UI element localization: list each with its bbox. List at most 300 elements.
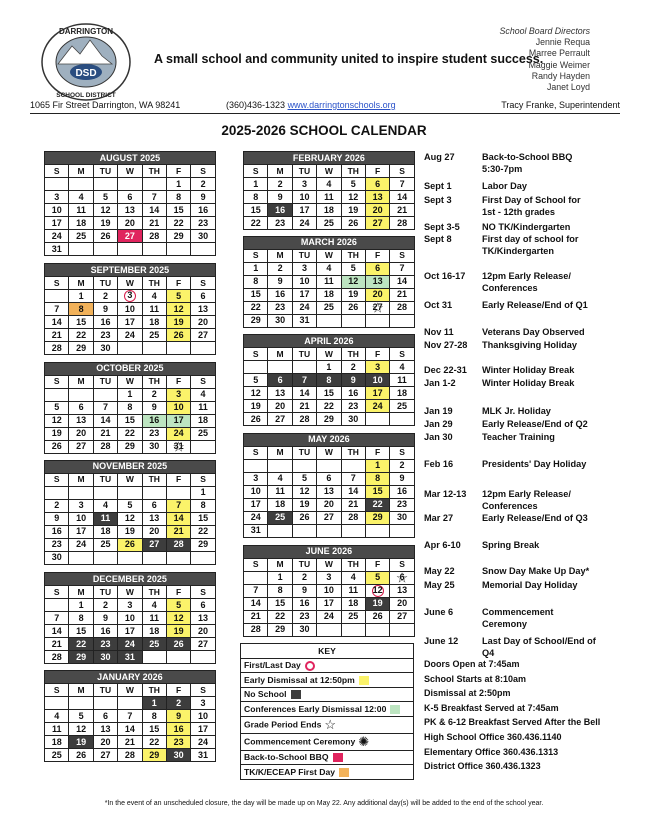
- day-cell: 20: [317, 498, 341, 511]
- day-cell: 25: [45, 749, 69, 762]
- day-cell: 19: [365, 597, 389, 610]
- day-cell: 14: [166, 512, 190, 525]
- day-cell: 20: [93, 736, 117, 749]
- day-cell: 24: [292, 301, 316, 314]
- day-cell: [341, 459, 365, 472]
- day-header: W: [118, 165, 142, 178]
- key-item: [241, 702, 414, 717]
- day-cell: [118, 178, 142, 191]
- day-cell: [390, 524, 414, 537]
- event-text-line: TK/Kindergarten: [482, 245, 554, 256]
- day-header: W: [118, 473, 142, 486]
- event-date: Aug 27: [424, 152, 455, 162]
- day-cell: 24: [118, 329, 142, 342]
- day-cell: 22: [69, 329, 93, 342]
- day-cell: 28: [45, 651, 69, 664]
- day-header: TU: [292, 558, 316, 571]
- day-cell: 29: [142, 749, 166, 762]
- day-cell: 14: [45, 316, 69, 329]
- day-cell: 5: [341, 262, 365, 275]
- day-cell: 3: [317, 571, 341, 584]
- event-text-line: Labor Day: [482, 181, 527, 191]
- day-cell: [93, 243, 117, 256]
- event-date: Mar 27: [424, 513, 454, 523]
- day-header: W: [317, 348, 341, 361]
- day-cell: 23: [268, 217, 292, 230]
- month-calendar: [243, 334, 415, 426]
- month-calendar: [243, 545, 415, 637]
- day-cell: 12: [69, 723, 93, 736]
- day-cell: 2: [191, 178, 215, 191]
- key-label: TK/K/ECEAP First Day: [244, 766, 336, 777]
- event-date: May 25: [424, 580, 455, 590]
- day-cell: 13: [317, 485, 341, 498]
- day-cell: 25: [93, 538, 117, 551]
- month-header: FEBRUARY 2026: [244, 152, 415, 165]
- key-item: [241, 750, 414, 765]
- day-cell: 2: [341, 361, 365, 374]
- event-text-line: Conferences: [482, 282, 538, 293]
- day-cell: 9: [45, 512, 69, 525]
- day-cell: 29: [244, 314, 268, 327]
- day-cell: 11: [93, 512, 117, 525]
- event-date: Jan 19: [424, 406, 453, 416]
- day-header: TH: [341, 558, 365, 571]
- info-line: High School Office 360.436.1140: [424, 731, 562, 742]
- day-cell: 22: [317, 400, 341, 413]
- day-cell: 9: [166, 710, 190, 723]
- day-cell: 5: [93, 191, 117, 204]
- day-cell: 16: [45, 525, 69, 538]
- day-cell: 11: [142, 303, 166, 316]
- day-cell: 8: [317, 374, 341, 387]
- event-text-line: Winter Holiday Break: [482, 365, 575, 375]
- day-header: TU: [292, 165, 316, 178]
- day-cell: 22: [166, 217, 190, 230]
- phone-number: (360)436-1323: [226, 100, 286, 110]
- day-cell: [317, 524, 341, 537]
- day-cell: 18: [142, 625, 166, 638]
- day-cell: 14: [292, 387, 316, 400]
- day-cell: 25: [69, 230, 93, 243]
- day-cell: [292, 361, 316, 374]
- day-cell: [390, 623, 414, 636]
- day-cell: 21: [292, 400, 316, 413]
- day-cell: 31: [118, 651, 142, 664]
- day-cell: 21: [93, 427, 117, 440]
- day-cell: 29: [317, 413, 341, 426]
- day-header: F: [166, 473, 190, 486]
- day-cell: [341, 314, 365, 327]
- day-cell: 12: [166, 303, 190, 316]
- day-cell: 15: [244, 288, 268, 301]
- day-cell: 5: [244, 374, 268, 387]
- day-cell: 13: [69, 414, 93, 427]
- event-date: June 12: [424, 636, 459, 646]
- day-cell: 12: [118, 512, 142, 525]
- day-cell: 10: [118, 303, 142, 316]
- day-cell: 11: [69, 204, 93, 217]
- day-cell: [142, 243, 166, 256]
- key-item: [241, 658, 414, 673]
- day-header: TU: [93, 375, 117, 388]
- website-link[interactable]: www.darringtonschools.org: [287, 100, 396, 110]
- day-cell: 3: [191, 697, 215, 710]
- key-item: [241, 765, 414, 780]
- day-cell: 1: [118, 388, 142, 401]
- day-cell: 15: [317, 387, 341, 400]
- day-cell: 4: [69, 191, 93, 204]
- day-cell: 9: [268, 275, 292, 288]
- month-calendar: [243, 151, 415, 230]
- day-cell: 17: [317, 597, 341, 610]
- day-cell: 20: [118, 217, 142, 230]
- day-cell: [292, 524, 316, 537]
- event-description: [482, 181, 642, 193]
- event-description: [482, 489, 642, 512]
- day-cell: 10: [244, 485, 268, 498]
- address-bar: [30, 100, 620, 114]
- month-calendar: [44, 362, 216, 454]
- day-cell: 18: [69, 217, 93, 230]
- key-label: Commencement Ceremony: [244, 735, 356, 746]
- day-cell: [69, 388, 93, 401]
- day-cell: 6 ☆: [390, 571, 414, 584]
- day-cell: 21: [118, 736, 142, 749]
- day-cell: [166, 486, 190, 499]
- day-cell: 8: [191, 499, 215, 512]
- day-cell: 29: [365, 511, 389, 524]
- day-cell: [244, 361, 268, 374]
- day-cell: 11: [390, 374, 414, 387]
- month-header: OCTOBER 2025: [45, 362, 216, 375]
- day-cell: 17: [118, 625, 142, 638]
- month-header: JANUARY 2026: [45, 671, 216, 684]
- day-cell: 31: [292, 314, 316, 327]
- event-description: [482, 234, 642, 257]
- day-cell: 3: [166, 388, 190, 401]
- day-cell: 25: [268, 511, 292, 524]
- day-header: TH: [142, 165, 166, 178]
- dark-swatch-icon: [291, 690, 301, 699]
- day-header: S: [191, 375, 215, 388]
- day-header: M: [69, 473, 93, 486]
- day-cell: 30: [93, 342, 117, 355]
- day-cell: 14: [390, 275, 414, 288]
- day-header: W: [118, 684, 142, 697]
- day-cell: [191, 551, 215, 564]
- day-cell: [166, 243, 190, 256]
- day-cell: 27: [191, 638, 215, 651]
- event-description: [482, 580, 642, 592]
- day-cell: 12: [292, 485, 316, 498]
- day-cell: [292, 459, 316, 472]
- day-cell: 15: [118, 414, 142, 427]
- day-header: TH: [341, 249, 365, 262]
- day-cell: [69, 178, 93, 191]
- day-cell: 30: [45, 551, 69, 564]
- day-cell: 9: [93, 303, 117, 316]
- day-cell: 7: [45, 303, 69, 316]
- info-line: K-5 Breakfast Served at 7:45am: [424, 702, 559, 713]
- day-cell: 21: [244, 610, 268, 623]
- event-description: [482, 419, 642, 431]
- day-cell: 8: [365, 472, 389, 485]
- day-header: S: [191, 473, 215, 486]
- day-cell: 7: [166, 499, 190, 512]
- day-cell: 10: [292, 191, 316, 204]
- day-cell: 10: [317, 584, 341, 597]
- day-cell: [93, 388, 117, 401]
- event-date: Nov 11: [424, 327, 454, 337]
- day-cell: 16: [142, 414, 166, 427]
- day-cell: [268, 524, 292, 537]
- day-cell: 4: [317, 178, 341, 191]
- board-member: Marree Perrault: [528, 48, 590, 59]
- event-text-line: First day of school for: [482, 234, 579, 244]
- day-cell: 10: [69, 512, 93, 525]
- day-cell: 11: [191, 401, 215, 414]
- day-cell: 9: [93, 612, 117, 625]
- event-text-line: Spring Break: [482, 540, 540, 550]
- day-cell: 20: [142, 525, 166, 538]
- key-label: Early Dismissal at 12:50pm: [244, 674, 355, 685]
- day-cell: 23: [142, 427, 166, 440]
- day-cell: 17: [292, 288, 316, 301]
- day-cell: 31 ☆: [166, 440, 190, 453]
- day-cell: 1: [317, 361, 341, 374]
- day-cell: 13: [390, 584, 414, 597]
- day-cell: [93, 551, 117, 564]
- day-cell: 20: [69, 427, 93, 440]
- day-cell: [118, 290, 142, 303]
- day-cell: 28: [341, 511, 365, 524]
- day-cell: 11: [142, 612, 166, 625]
- day-cell: 19: [69, 736, 93, 749]
- key-label: No School: [244, 689, 287, 700]
- day-cell: 29: [118, 440, 142, 453]
- info-line: Dismissal at 2:50pm: [424, 688, 511, 699]
- day-cell: [142, 342, 166, 355]
- day-cell: 27: [191, 329, 215, 342]
- day-cell: 29: [166, 230, 190, 243]
- day-cell: 7: [118, 710, 142, 723]
- day-cell: [45, 290, 69, 303]
- day-cell: [365, 314, 389, 327]
- day-cell: 17: [69, 525, 93, 538]
- day-cell: 4: [93, 499, 117, 512]
- event-date: May 22: [424, 566, 455, 576]
- day-cell: 21: [45, 329, 69, 342]
- event-text-line: 1st - 12th grades: [482, 206, 556, 217]
- event-text-line: Last Day of School/End of: [482, 636, 596, 646]
- day-cell: 11: [268, 485, 292, 498]
- day-header: TH: [142, 277, 166, 290]
- event-description: [482, 327, 642, 339]
- day-cell: 8: [69, 303, 93, 316]
- day-cell: [93, 486, 117, 499]
- event-description: [482, 222, 642, 234]
- day-cell: 28: [118, 749, 142, 762]
- day-header: TU: [93, 473, 117, 486]
- day-cell: [268, 459, 292, 472]
- event-date: Mar 12-13: [424, 489, 467, 499]
- day-cell: 21: [45, 638, 69, 651]
- day-cell: 30: [390, 511, 414, 524]
- logo-top-text: DARRINGTON: [58, 27, 114, 36]
- day-cell: 1: [69, 290, 93, 303]
- event-date: Sept 8: [424, 234, 452, 244]
- event-date: Oct 16-17: [424, 271, 466, 281]
- day-cell: 12: [93, 204, 117, 217]
- event-text-line: Ceremony: [482, 618, 527, 629]
- day-cell: 7: [244, 584, 268, 597]
- month-header: SEPTEMBER 2025: [45, 264, 216, 277]
- day-header: S: [191, 586, 215, 599]
- day-cell: 14: [341, 485, 365, 498]
- day-cell: 21: [166, 525, 190, 538]
- day-cell: 6: [268, 374, 292, 387]
- event-text-line: Snow Day Make Up Day*: [482, 566, 590, 576]
- day-cell: 13: [268, 387, 292, 400]
- day-cell: 28: [390, 217, 414, 230]
- day-cell: 24: [118, 638, 142, 651]
- day-cell: 20: [390, 597, 414, 610]
- day-cell: 26: [69, 749, 93, 762]
- day-cell: 10: [45, 204, 69, 217]
- day-header: W: [317, 446, 341, 459]
- day-cell: [365, 524, 389, 537]
- month-calendar: [44, 572, 216, 664]
- day-cell: 28: [142, 230, 166, 243]
- day-cell: [69, 697, 93, 710]
- day-cell: 12: [341, 275, 365, 288]
- day-cell: 31: [191, 749, 215, 762]
- day-cell: 19: [166, 316, 190, 329]
- board-member: Maggie Weimer: [528, 59, 590, 70]
- event-description: [482, 378, 642, 390]
- day-header: TU: [93, 586, 117, 599]
- day-cell: 9: [191, 191, 215, 204]
- day-header: S: [244, 558, 268, 571]
- day-cell: 30: [292, 623, 316, 636]
- day-cell: 26: [118, 538, 142, 551]
- day-cell: 18: [93, 525, 117, 538]
- day-cell: 14: [390, 191, 414, 204]
- day-cell: [142, 178, 166, 191]
- day-header: TH: [142, 684, 166, 697]
- event-text-line: Teacher Training: [482, 432, 555, 442]
- day-cell: 30: [341, 413, 365, 426]
- day-header: TH: [142, 375, 166, 388]
- day-cell: [69, 486, 93, 499]
- key-label: Grade Period Ends: [244, 718, 322, 729]
- day-cell: 6: [365, 178, 389, 191]
- day-header: S: [45, 277, 69, 290]
- day-cell: 20: [191, 625, 215, 638]
- key-item: [241, 716, 414, 733]
- day-cell: [390, 314, 414, 327]
- day-cell: 14: [93, 414, 117, 427]
- day-cell: 23: [45, 538, 69, 551]
- day-cell: [390, 413, 414, 426]
- day-cell: 22: [142, 736, 166, 749]
- day-header: S: [390, 165, 414, 178]
- day-header: M: [69, 586, 93, 599]
- day-cell: 12: [166, 612, 190, 625]
- day-cell: 5: [365, 571, 389, 584]
- event-description: [482, 432, 642, 444]
- day-cell: [69, 551, 93, 564]
- event-description: [482, 271, 642, 294]
- day-cell: 23: [390, 498, 414, 511]
- day-cell: 4: [142, 599, 166, 612]
- day-cell: 10: [365, 374, 389, 387]
- month-header: APRIL 2026: [244, 335, 415, 348]
- day-header: S: [390, 249, 414, 262]
- day-header: W: [118, 586, 142, 599]
- day-header: M: [268, 348, 292, 361]
- day-header: TU: [292, 446, 316, 459]
- day-cell: 22: [268, 610, 292, 623]
- day-cell: 9: [268, 191, 292, 204]
- day-cell: 1: [142, 697, 166, 710]
- event-date: Dec 22-31: [424, 365, 467, 375]
- day-cell: 2: [166, 697, 190, 710]
- event-date: Sept 3: [424, 195, 452, 205]
- month-calendar: [44, 460, 216, 565]
- day-cell: 16: [292, 597, 316, 610]
- day-cell: 6: [317, 472, 341, 485]
- day-cell: 18: [317, 204, 341, 217]
- day-cell: [118, 697, 142, 710]
- day-cell: 11: [317, 191, 341, 204]
- day-cell: 3: [69, 499, 93, 512]
- event-date: Jan 30: [424, 432, 453, 442]
- day-cell: 6: [191, 599, 215, 612]
- day-header: S: [45, 165, 69, 178]
- day-cell: 15: [244, 204, 268, 217]
- day-cell: 15: [166, 204, 190, 217]
- yellow-swatch-icon: [359, 676, 369, 685]
- day-cell: 4: [191, 388, 215, 401]
- day-cell: 4: [45, 710, 69, 723]
- day-header: F: [365, 446, 389, 459]
- day-cell: 9: [142, 401, 166, 414]
- event-description: [482, 636, 642, 659]
- day-cell: 30: [166, 749, 190, 762]
- day-cell: 15: [268, 597, 292, 610]
- day-cell: 18: [390, 387, 414, 400]
- day-header: S: [244, 446, 268, 459]
- day-cell: 1: [244, 262, 268, 275]
- day-cell: 18: [268, 498, 292, 511]
- day-cell: 23: [93, 638, 117, 651]
- day-header: S: [390, 558, 414, 571]
- day-cell: 14: [45, 625, 69, 638]
- day-cell: 27: [268, 413, 292, 426]
- day-cell: 24: [45, 230, 69, 243]
- day-cell: 26: [341, 301, 365, 314]
- day-cell: 26: [166, 638, 190, 651]
- day-cell: 3: [365, 361, 389, 374]
- day-cell: 27: [93, 749, 117, 762]
- day-cell: 7: [390, 178, 414, 191]
- day-header: S: [390, 446, 414, 459]
- day-cell: 15: [69, 625, 93, 638]
- month-calendar: [44, 263, 216, 355]
- day-cell: 1: [244, 178, 268, 191]
